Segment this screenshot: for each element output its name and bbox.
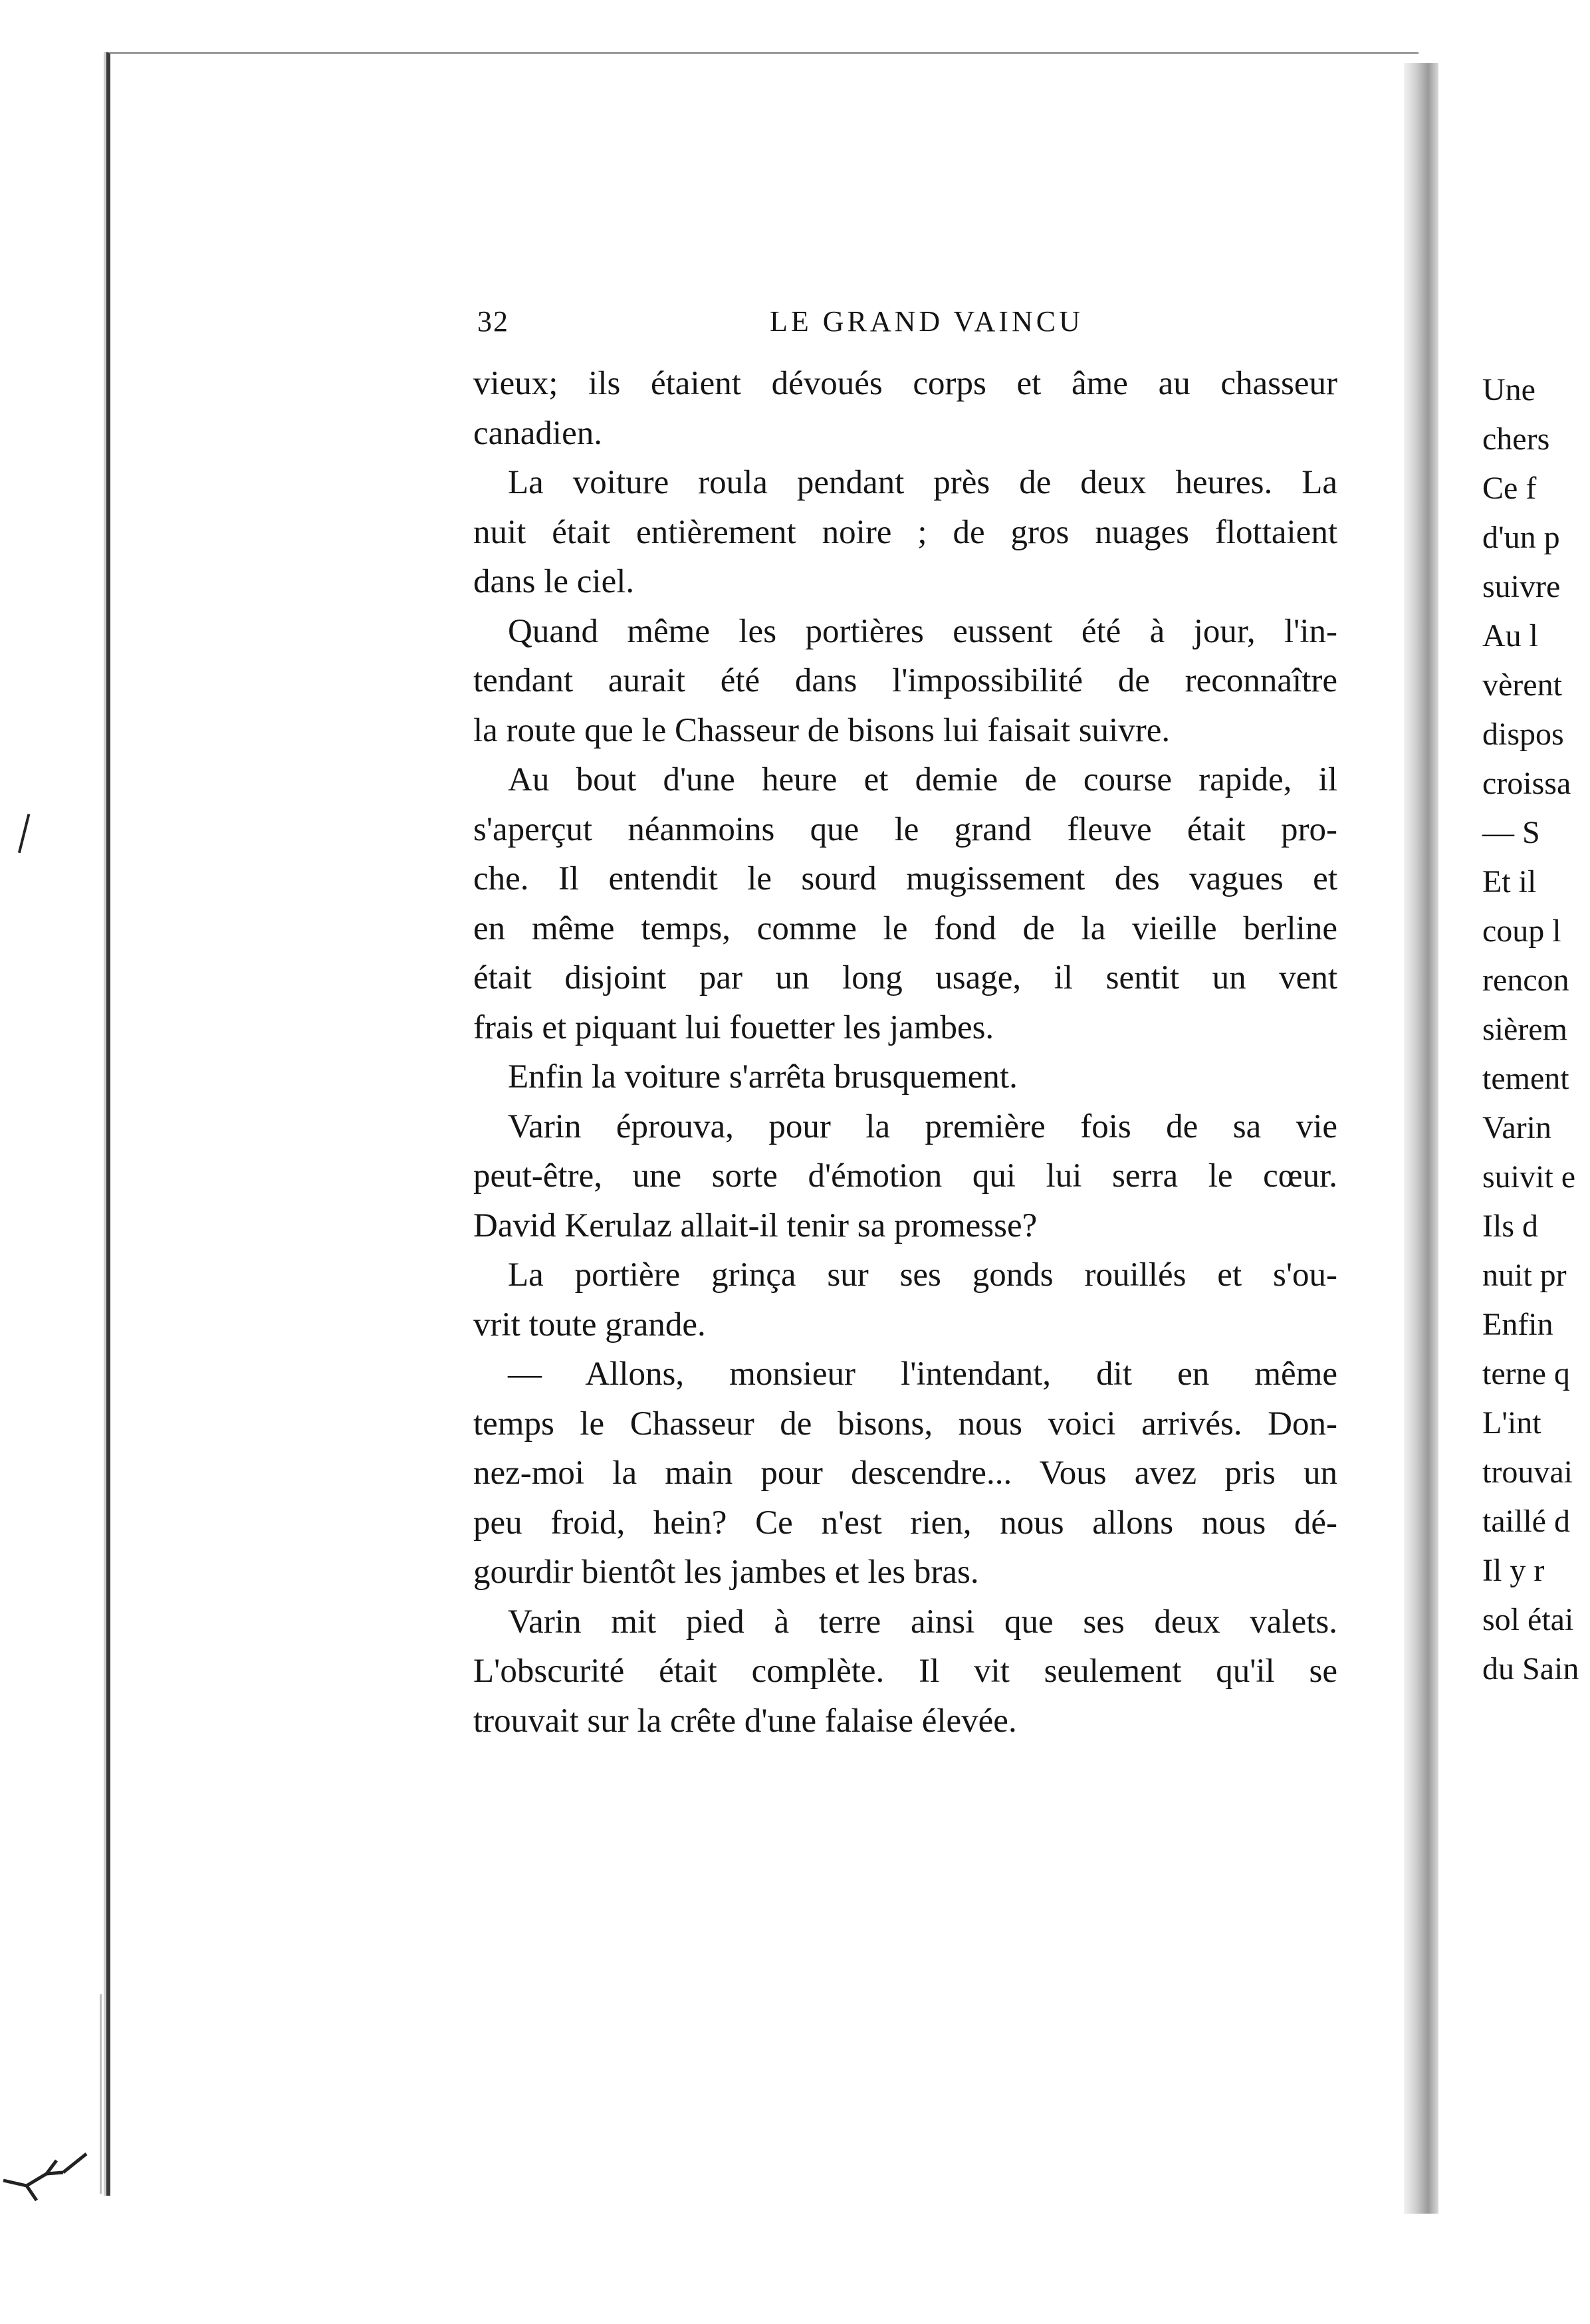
fragment-line: croissa bbox=[1482, 766, 1571, 801]
fragment-line: coup l bbox=[1482, 913, 1561, 949]
page-number: 32 bbox=[477, 305, 509, 338]
text-line: peu froid, hein? Ce n'est rien, nous allons nous dé- bbox=[473, 1504, 1337, 1542]
fragment-line: d'un p bbox=[1482, 520, 1560, 555]
text-line: Varin éprouva, pour la première fois de sa vie bbox=[508, 1107, 1337, 1145]
fragment-line: dispos bbox=[1482, 717, 1564, 752]
book-gutter bbox=[1404, 63, 1438, 2214]
fragment-line: du Sain bbox=[1482, 1651, 1579, 1686]
fragment-line: rencon bbox=[1482, 963, 1569, 998]
text-line: frais et piquant lui fouetter les jambes. bbox=[473, 1008, 994, 1046]
fragment-line: nuit pr bbox=[1482, 1258, 1567, 1293]
fragment-line: sièrem bbox=[1482, 1012, 1567, 1047]
fragment-line: Ils d bbox=[1482, 1209, 1538, 1244]
fragment-line: L'int bbox=[1482, 1405, 1541, 1441]
text-line: La voiture roula pendant près de deux heures. La bbox=[508, 464, 1337, 501]
text-line: peut-être, une sorte d'émotion qui lui serra le cœur. bbox=[473, 1157, 1337, 1195]
fragment-line: suivit e bbox=[1482, 1159, 1575, 1195]
scan-debris-mark bbox=[0, 2147, 93, 2207]
fragment-line: chers bbox=[1482, 421, 1550, 457]
fragment-line: sol étai bbox=[1482, 1602, 1574, 1637]
fragment-line: tement bbox=[1482, 1061, 1569, 1096]
text-line: nuit était entièrement noire ; de gros nuages flottaient bbox=[473, 513, 1337, 551]
text-line: — Allons, monsieur l'intendant, dit en même bbox=[508, 1355, 1337, 1393]
text-line: gourdir bientôt les jambes et les bras. bbox=[473, 1554, 979, 1591]
text-line: vieux; ils étaient dévoués corps et âme au chasseur bbox=[473, 365, 1337, 402]
fragment-line: suivre bbox=[1482, 569, 1561, 604]
text-line: che. Il entendit le sourd mugissement des vagues et bbox=[473, 860, 1337, 897]
right-page-text bbox=[1482, 366, 1590, 1694]
text-line: tendant aurait été dans l'impossibilité de reconnaître bbox=[473, 662, 1337, 699]
text-line: La portière grinça sur ses gonds rouillés et s'ou- bbox=[508, 1256, 1337, 1294]
text-line: en même temps, comme le fond de la vieille berline bbox=[473, 909, 1337, 947]
text-line: L'obscurité était complète. Il vit seulement qu'il se bbox=[473, 1653, 1337, 1690]
text-line: était disjoint par un long usage, il sentit un vent bbox=[473, 959, 1337, 996]
fragment-line: taillé d bbox=[1482, 1504, 1570, 1539]
fragment-line: Ce f bbox=[1482, 471, 1537, 506]
text-line: Quand même les portières eussent été à jour, l'in- bbox=[508, 612, 1337, 650]
running-title: LE GRAND VAINCU bbox=[770, 305, 1083, 338]
text-line: canadien. bbox=[473, 414, 602, 452]
right-page-fragment bbox=[1442, 55, 1590, 2248]
fragment-line: vèrent bbox=[1482, 667, 1562, 703]
fragment-line: Enfin bbox=[1482, 1307, 1553, 1342]
fragment-line: Au l bbox=[1482, 618, 1538, 653]
text-line: nez-moi la main pour descendre... Vous avez pris un bbox=[473, 1454, 1337, 1492]
fragment-line: Il y r bbox=[1482, 1553, 1545, 1588]
fragment-line: Et il bbox=[1482, 864, 1537, 899]
text-line: s'aperçut néanmoins que le grand fleuve était pro- bbox=[473, 810, 1337, 848]
fragment-line: Une bbox=[1482, 372, 1535, 407]
body-text bbox=[473, 359, 1337, 1746]
text-line: Au bout d'une heure et demie de course rapide, il bbox=[508, 761, 1337, 798]
text-line: trouvait sur la crête d'une falaise élevée. bbox=[473, 1702, 1017, 1740]
text-line: temps le Chasseur de bisons, nous voici arrivés. Don- bbox=[473, 1405, 1337, 1443]
text-line: dans le ciel. bbox=[473, 563, 635, 600]
fragment-line: terne q bbox=[1482, 1356, 1570, 1391]
text-line: Varin mit pied à terre ainsi que ses deux valets. bbox=[508, 1603, 1337, 1641]
fragment-line: trouvai bbox=[1482, 1454, 1573, 1490]
running-head bbox=[477, 304, 1341, 347]
text-line: David Kerulaz allait-il tenir sa promesse? bbox=[473, 1207, 1038, 1244]
fragment-line: Varin bbox=[1482, 1110, 1551, 1145]
text-line: vrit toute grande. bbox=[473, 1306, 706, 1343]
text-line: Enfin la voiture s'arrêta brusquement. bbox=[508, 1058, 1018, 1096]
fragment-line: — S bbox=[1482, 815, 1540, 850]
text-line: la route que le Chasseur de bisons lui faisait suivre. bbox=[473, 711, 1171, 749]
